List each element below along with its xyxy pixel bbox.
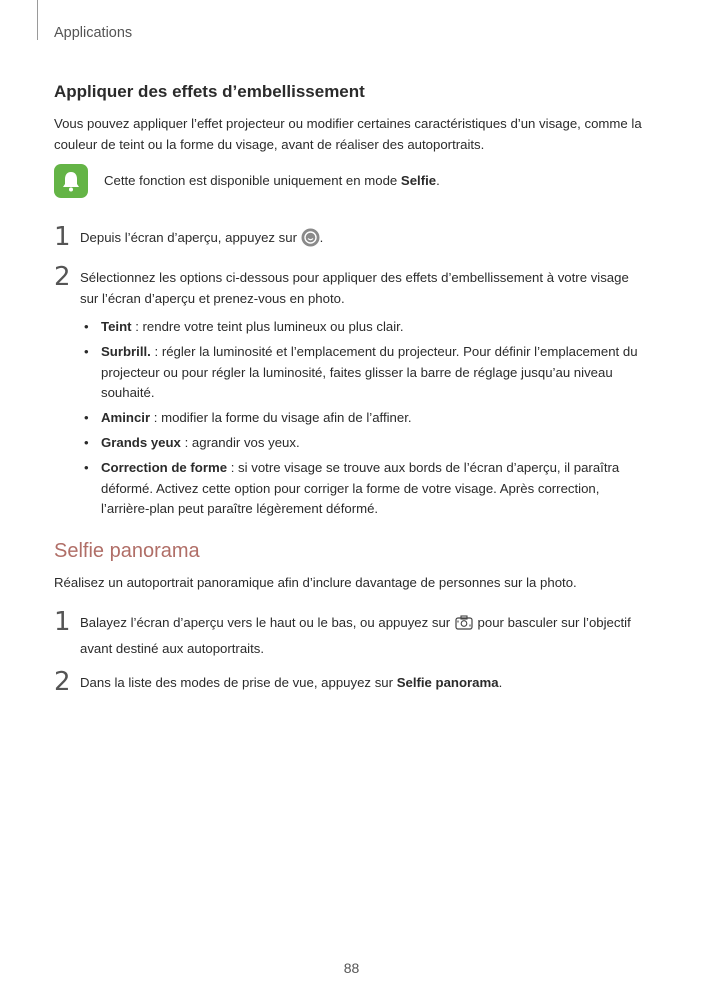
list-item [84,433,640,454]
option-term: Surbrill. [101,344,151,359]
step-end: . [319,230,324,245]
step-text: Depuis l’écran d’aperçu, appuyez sur [80,230,297,245]
option-term: Grands yeux [101,435,181,450]
step-number: 1 [54,607,71,637]
step-1 [54,222,644,254]
option-desc: : régler la luminosité et l’emplacement du projecteur. Pour définir l’emplacement du projecteur ou pour régler la luminosité, faites glisser la barre de réglage jusqu’au niveau souhaité. [101,344,638,400]
bullet-icon: • [84,344,89,359]
note-end: . [436,173,440,188]
mode-name: Selfie panorama [396,675,499,690]
step-1 [54,607,644,659]
step-number: 1 [54,222,71,252]
beauty-face-icon [301,228,320,254]
note-text: Cette fonction est disponible uniquement en mode [104,173,401,188]
option-term: Amincir [101,410,151,425]
option-desc: : modifier la forme du visage afin de l’affiner. [150,410,412,425]
list-item [84,342,640,404]
section-intro: Vous pouvez appliquer l’effet projecteur ou modifier certaines caractéristiques d’un visage, comme la couleur de teint ou la forme du visage, avant de réaliser des autoportraits. [54,116,642,152]
bullet-icon: • [84,410,89,425]
option-desc: : rendre votre teint plus lumineux ou plus clair. [131,319,404,334]
bullet-icon: • [84,460,89,475]
list-item [84,458,640,520]
section-intro: Réalisez un autoportrait panoramique afin d’inclure davantage de personnes sur la photo. [54,575,577,590]
step-text: Dans la liste des modes de prise de vue, appuyez sur [80,675,397,690]
step-number: 2 [54,262,71,292]
page-number: 88 [343,960,360,976]
header-rule [37,0,38,40]
section-title-panorama: Selfie panorama [54,540,200,562]
step-number: 2 [54,667,71,697]
step-2 [54,262,644,309]
note [104,173,440,188]
switch-camera-icon [454,614,474,639]
list-item [84,408,640,429]
bullet-icon: • [84,435,89,450]
chapter-title: Applications [54,25,133,41]
note-mode-name: Selfie [400,173,437,188]
step-2 [54,667,644,697]
beauty-options-list [84,317,640,524]
option-desc: : si votre visage se trouve aux bords de l’écran d’aperçu, il paraîtra déformé. Activez cette option pour corriger la forme de votre visage. Après correction, l’arrière-plan peut paraître légèrement déformé. [101,460,620,516]
option-desc: : agrandir vos yeux. [180,435,300,450]
bullet-icon: • [84,319,89,334]
section-title-beauty: Appliquer des effets d’embellissement [54,82,365,101]
step-end: . [498,675,503,690]
step-text: Balayez l’écran d’aperçu vers le haut ou le bas, ou appuyez sur [80,615,451,630]
list-item [84,317,640,338]
option-term: Teint [101,319,132,334]
step-text: Sélectionnez les options ci-dessous pour appliquer des effets d’embellissement à votre visage sur l’écran d’aperçu et prenez-vous en photo. [80,270,629,306]
option-term: Correction de forme [101,460,228,475]
step-text-after: pour basculer sur l’objectif avant destiné aux autoportraits. [80,615,631,656]
bell-icon [54,164,88,198]
